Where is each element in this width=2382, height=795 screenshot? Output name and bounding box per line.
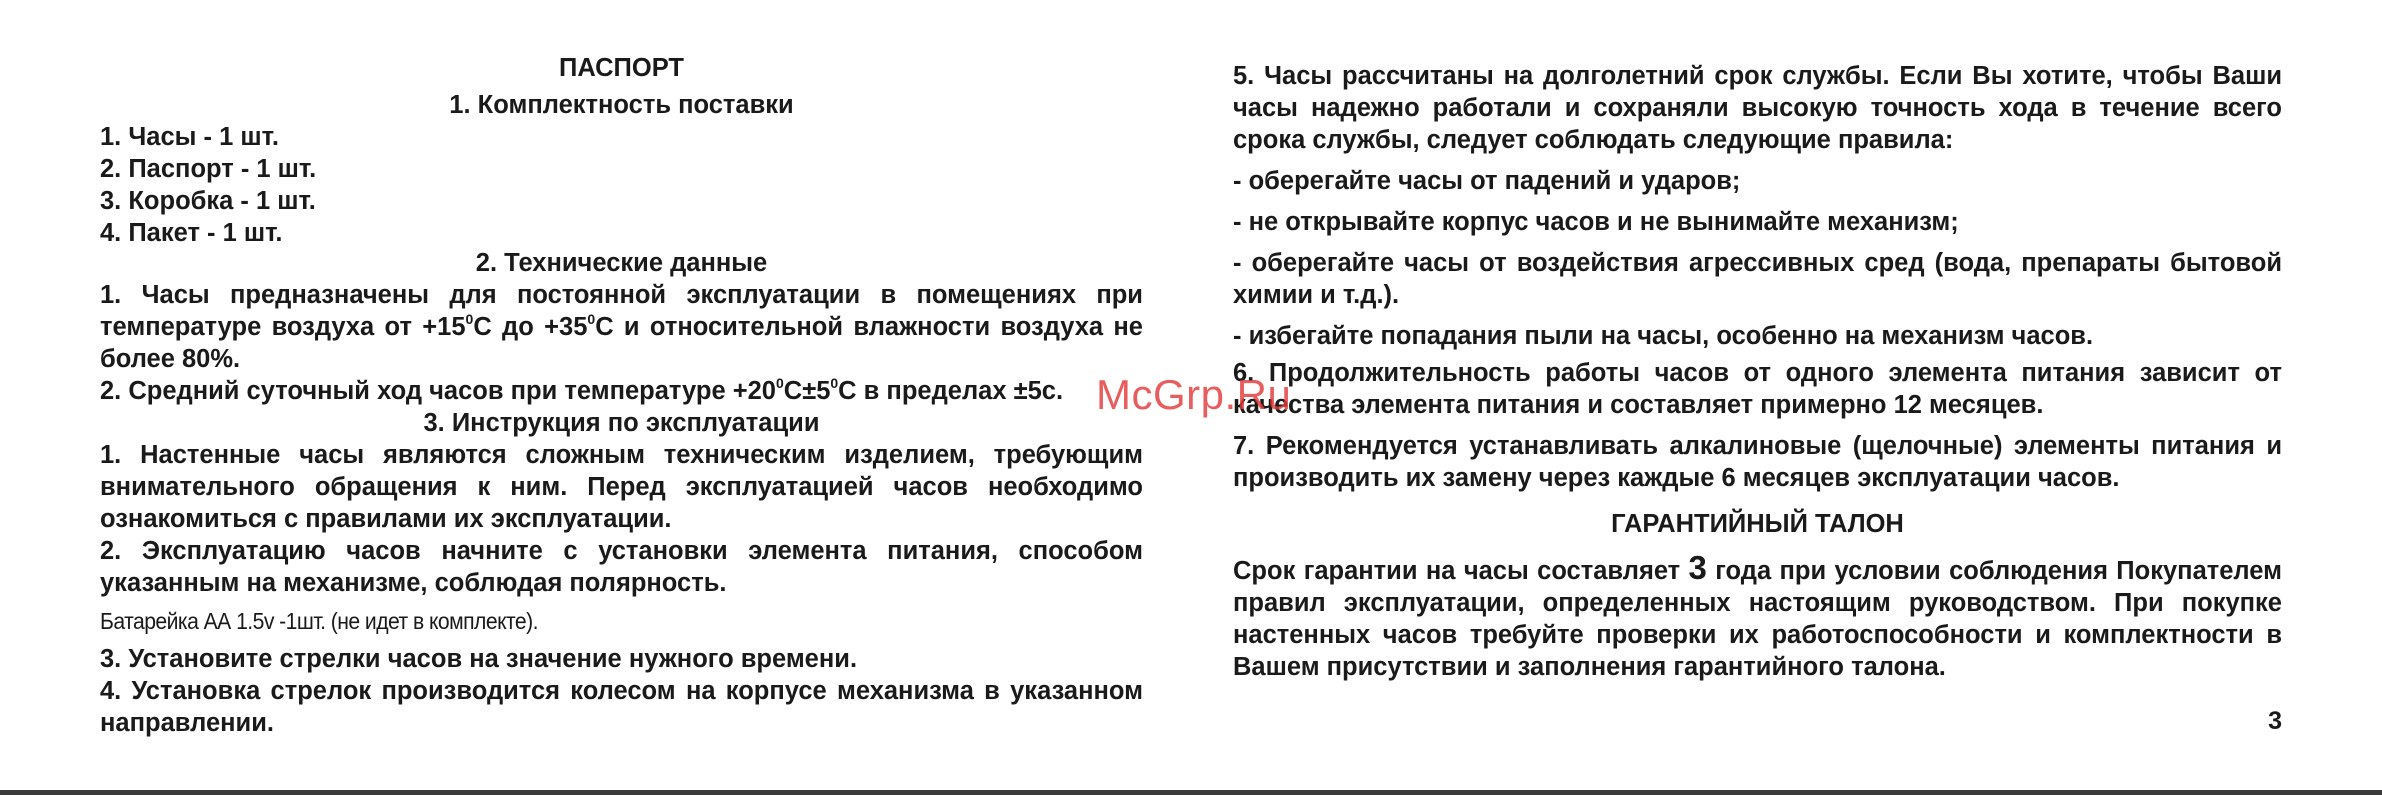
instruction-1: 1. Настенные часы являются сложным техническим изделием, требующим внимательного обращения к ним. Перед эксплуатацией часов необходимо ознакомиться с правилами их эксплуатации. — [100, 441, 1143, 533]
warranty-text: Срок гарантии на часы составляет 3 года при условии соблюдения Покупателем правил эксплуатации, определенных настоящим руководством. При покупке настенных часов требуйте проверки их работоспособности и комплектности в Вашем присутствии и заполнения гарантийного талона. — [1233, 549, 2282, 681]
kit-item: 2. Паспорт - 1 шт. — [100, 155, 317, 183]
section-1-heading: 1. Комплектность поставки — [449, 91, 794, 119]
kit-item: 1. Часы - 1 шт. — [100, 123, 279, 151]
watermark: McGrp.Ru — [1096, 371, 1292, 418]
section-3-heading: 3. Инструкция по эксплуатации — [423, 409, 820, 437]
page-number: 3 — [2268, 707, 2282, 735]
kit-list — [100, 121, 1143, 249]
care-rule: - оберегайте часы от падений и ударов; — [1233, 167, 1741, 195]
left-column — [100, 52, 1143, 739]
battery-note: Батарейка АА 1.5v -1шт. (не идет в комплекте). — [100, 608, 538, 634]
care-rule: - не открывайте корпус часов и не вынимайте механизм; — [1233, 208, 1959, 236]
section-2-heading: 2. Технические данные — [475, 249, 768, 277]
right-column — [1233, 60, 2282, 683]
instruction-3: 3. Установите стрелки часов на значение нужного времени. — [100, 645, 858, 673]
care-rule: - оберегайте часы от воздействия агрессивных сред (вода, препараты бытовой химии и т.д.). — [1233, 249, 2282, 309]
warranty-years: 3 — [1688, 549, 1707, 586]
care-rule: - избегайте попадания пыли на часы, особенно на механизм часов. — [1233, 322, 2094, 350]
item-5: 5. Часы рассчитаны на долголетний срок службы. Если Вы хотите, чтобы Ваши часы надежно работали и сохраняли высокую точность хода в течение всего срока службы, следует соблюдать следующие правила: — [1233, 62, 2282, 154]
item-7: 7. Рекомендуется устанавливать алкалиновые (щелочные) элементы питания и производить их замену через каждые 6 месяцев эксплуатации часов. — [1233, 432, 2282, 492]
instruction-2: 2. Эксплуатацию часов начните с установки элемента питания, способом указанным на механизме, соблюдая полярность. — [100, 537, 1143, 597]
item-6: 6. Продолжительность работы часов от одного элемента питания зависит от качества элемента питания и составляет примерно 12 месяцев. — [1233, 359, 2282, 419]
tech-item-1: 1. Часы предназначены для постоянной эксплуатации в помещениях при температуре воздуха от $+15^0С$ до $+35^0С$ и относительной влажности воздуха не более 80%. — [100, 281, 1143, 373]
tech-item-2: 2. Средний суточный ход часов при температуре $+20^0С\pm 5^0С$ в пределах ±5с. — [100, 374, 1064, 405]
kit-item: 3. Коробка - 1 шт. — [100, 187, 316, 215]
kit-item: 4. Пакет - 1 шт. — [100, 219, 283, 247]
warranty-heading: ГАРАНТИЙНЫЙ ТАЛОН — [1611, 510, 1904, 538]
bottom-rule — [0, 790, 2382, 795]
passport-title: ПАСПОРТ — [559, 54, 684, 82]
instruction-4: 4. Установка стрелок производится колесом на корпусе механизма в указанном направлении. — [100, 677, 1143, 737]
